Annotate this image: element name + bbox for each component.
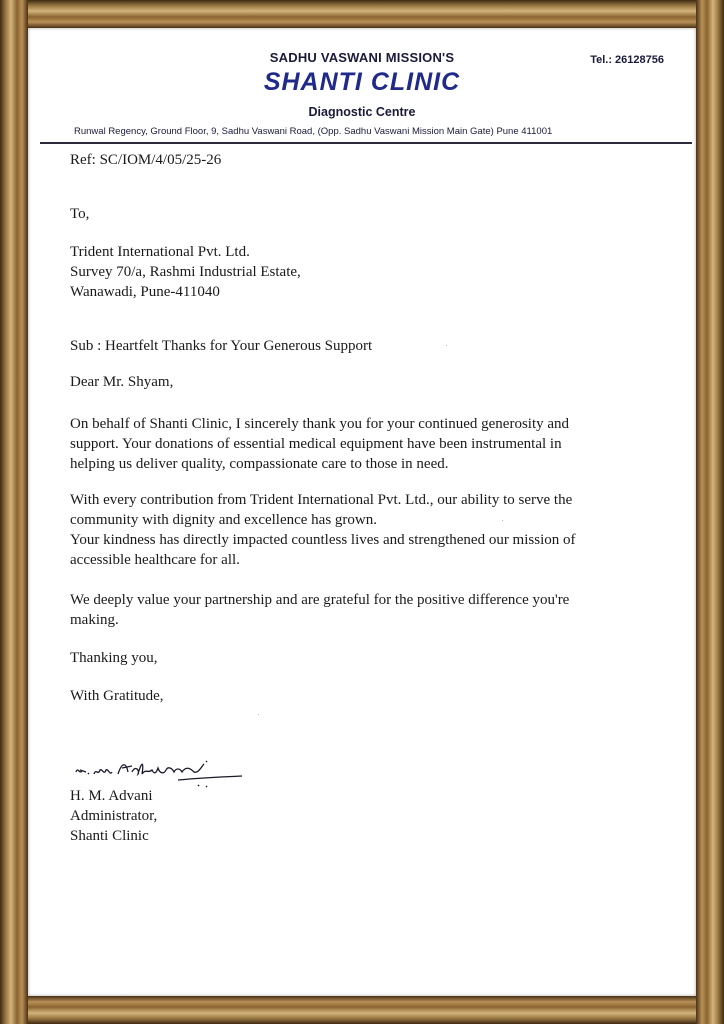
subject-line: Sub : Heartfelt Thanks for Your Generous Support <box>70 338 373 354</box>
paragraph-line: support. Your donations of essential medical equipment have been instrumental in <box>70 436 562 452</box>
signer-title: Administrator, <box>70 808 158 824</box>
letter-page <box>28 28 696 996</box>
closing-thanking: Thanking you, <box>70 650 158 666</box>
frame-left-border <box>0 0 28 1024</box>
paragraph-1 <box>70 414 670 474</box>
paragraph-line: helping us deliver quality, compassionate care to those in need. <box>70 456 449 472</box>
speck <box>502 520 503 521</box>
recipient-address <box>70 242 670 302</box>
letterhead-telephone: Tel.: 26128756 <box>590 54 664 66</box>
frame-bottom-border <box>0 996 724 1024</box>
frame-top-border <box>0 0 724 28</box>
speck <box>258 714 259 715</box>
recipient-line: Trident International Pvt. Ltd. <box>70 244 250 260</box>
recipient-line: Wanawadi, Pune-411040 <box>70 284 220 300</box>
paragraph-line: We deeply value your partnership and are grateful for the positive difference you're <box>70 592 570 608</box>
reference-number: Ref: SC/IOM/4/05/25-26 <box>70 152 222 168</box>
to-line: To, <box>70 206 90 222</box>
letterhead-subtitle: Diagnostic Centre <box>308 105 416 119</box>
paragraph-3 <box>70 590 670 630</box>
signer-organization: Shanti Clinic <box>70 828 149 844</box>
paragraph-line: With every contribution from Trident International Pvt. Ltd., our ability to serve the <box>70 492 573 508</box>
recipient-line: Survey 70/a, Rashmi Industrial Estate, <box>70 264 301 280</box>
paragraph-line: accessible healthcare for all. <box>70 552 240 568</box>
frame-right-border <box>696 0 724 1024</box>
letterhead-divider <box>40 142 692 144</box>
letterhead-mission: SADHU VASWANI MISSION'S <box>269 50 455 65</box>
paragraph-line: Your kindness has directly impacted countless lives and strengthened our mission of <box>70 532 576 548</box>
letterhead-address: Runwal Regency, Ground Floor, 9, Sadhu Vaswani Road, (Opp. Sadhu Vaswani Mission Main Gate) Pune 411001 <box>74 126 553 137</box>
paragraph-line: community with dignity and excellence has grown. <box>70 512 378 528</box>
paragraph-line: On behalf of Shanti Clinic, I sincerely thank you for your continued generosity and <box>70 416 570 432</box>
clinic-name: SHANTI CLINIC <box>263 68 461 96</box>
paragraph-line: making. <box>70 612 119 628</box>
signer-name: H. M. Advani <box>70 788 153 804</box>
signer-block <box>70 786 670 846</box>
paragraph-2 <box>70 490 670 570</box>
closing-gratitude: With Gratitude, <box>70 688 164 704</box>
letterhead <box>28 28 696 148</box>
salutation: Dear Mr. Shyam, <box>70 374 174 390</box>
speck <box>446 345 447 346</box>
